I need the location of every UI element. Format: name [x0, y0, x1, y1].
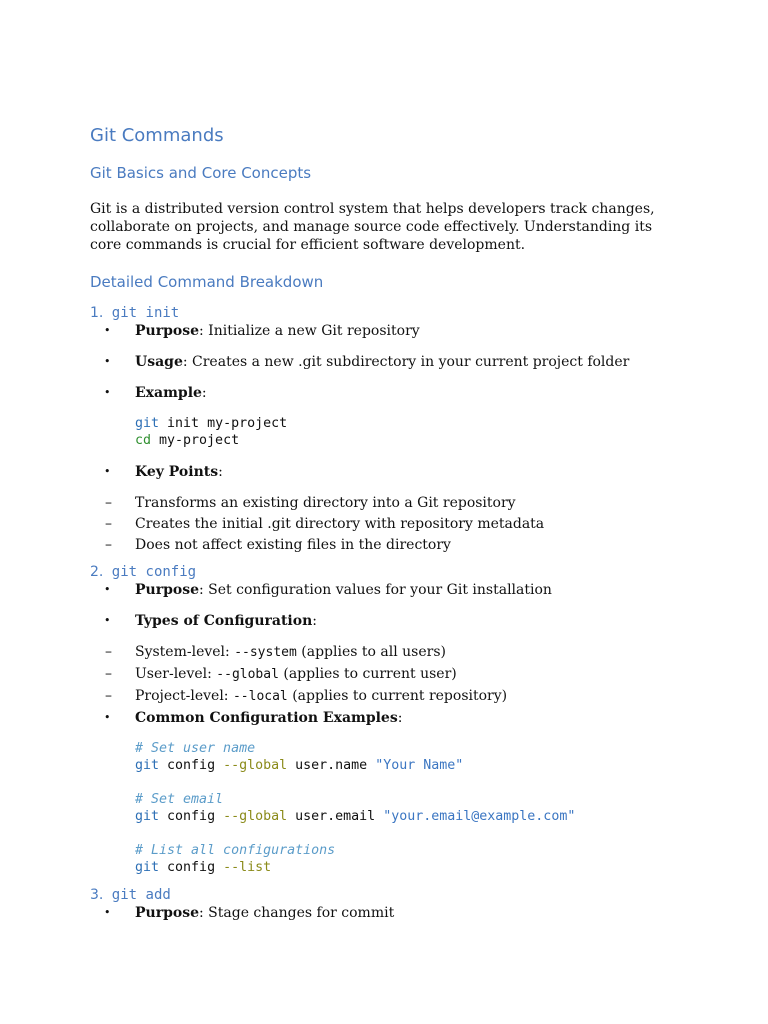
code-block-git-config — [135, 740, 678, 876]
key-points-list — [90, 494, 678, 554]
examples-colon: : — [397, 710, 403, 726]
code-keyword: git — [135, 860, 160, 875]
type-description: (applies to all users) — [296, 644, 446, 660]
list-item — [90, 709, 678, 876]
section-heading-basics: Git Basics and Core Concepts — [90, 164, 312, 182]
purpose-text: : Stage changes for commit — [199, 905, 395, 921]
usage-label: Usage — [135, 354, 183, 370]
command-heading-git-add — [90, 886, 678, 904]
type-flag: --global — [216, 667, 279, 682]
key-points-label: Key Points — [135, 464, 219, 480]
code-keyword: git — [135, 416, 160, 431]
type-description: (applies to current repository) — [287, 688, 508, 704]
list-item — [90, 612, 678, 706]
git-config-bullets — [90, 581, 678, 876]
list-item — [90, 384, 678, 449]
key-points-colon: : — [218, 464, 223, 480]
list-item — [90, 322, 678, 340]
intro-paragraph: Git is a distributed version control system that helps developers track changes, collaborate on projects, and manage source code effectively. Understanding its core commands is crucial for efficient software development. — [90, 201, 655, 253]
list-item: – Does not affect existing files in the directory — [90, 536, 678, 554]
code-text: init my-project — [159, 416, 288, 431]
type-description: (applies to current user) — [278, 666, 457, 682]
code-flag: --global — [223, 809, 288, 824]
code-text: user.email — [287, 809, 384, 824]
type-label: Project-level: — [135, 688, 233, 704]
code-comment: # List all configurations — [135, 843, 336, 858]
code-keyword: git — [135, 758, 160, 773]
list-item: – Transforms an existing directory into a Git repository — [90, 494, 678, 512]
type-label: User-level: — [135, 666, 217, 682]
command-number: 3. — [90, 887, 104, 903]
code-flag: --global — [223, 758, 288, 773]
list-item — [90, 581, 678, 599]
code-text: config — [159, 809, 224, 824]
usage-text: : Creates a new .git subdirectory in your current project folder — [182, 354, 630, 370]
examples-label: Common Configuration Examples — [135, 710, 398, 726]
code-text: config — [159, 758, 224, 773]
list-item — [90, 463, 678, 554]
purpose-text: : Initialize a new Git repository — [199, 323, 420, 339]
command-number: 2. — [90, 564, 104, 580]
command-number: 1. — [90, 305, 104, 321]
type-label: System-level: — [135, 644, 235, 660]
code-keyword: git — [135, 809, 160, 824]
purpose-label: Purpose — [135, 582, 199, 598]
list-item — [90, 904, 678, 922]
section-heading-breakdown: Detailed Command Breakdown — [90, 273, 324, 291]
command-heading-git-init — [90, 304, 678, 322]
example-label: Example — [135, 385, 202, 401]
list-item — [90, 665, 678, 684]
code-text: user.name — [287, 758, 376, 773]
git-init-bullets — [90, 322, 678, 554]
code-text: config — [159, 860, 224, 875]
page-title: Git Commands — [90, 125, 224, 146]
code-flag: --list — [223, 860, 272, 875]
command-name: git init — [111, 305, 180, 321]
code-keyword: cd — [135, 433, 152, 448]
example-colon: : — [201, 385, 207, 401]
code-text: my-project — [151, 433, 240, 448]
list-item: – Creates the initial .git directory with repository metadata — [90, 515, 678, 533]
list-item — [90, 687, 678, 706]
list-item — [90, 643, 678, 662]
git-add-bullets — [90, 904, 678, 922]
code-comment: # Set user name — [135, 741, 256, 756]
type-flag: --local — [232, 689, 288, 704]
type-flag: --system — [234, 645, 297, 660]
purpose-text: : Set configuration values for your Git installation — [199, 582, 552, 598]
list-item — [90, 353, 678, 371]
code-comment: # Set email — [135, 792, 224, 807]
command-name: git config — [111, 564, 197, 580]
types-colon: : — [312, 613, 317, 629]
purpose-label: Purpose — [135, 323, 199, 339]
command-heading-git-config — [90, 563, 678, 581]
code-string: "Your Name" — [375, 758, 464, 773]
types-label: Types of Configuration — [135, 613, 313, 629]
code-string: "your.email@example.com" — [383, 809, 576, 824]
purpose-label: Purpose — [135, 905, 199, 921]
code-block-git-init — [135, 415, 678, 449]
config-types-list — [90, 643, 678, 706]
command-name: git add — [111, 887, 171, 903]
